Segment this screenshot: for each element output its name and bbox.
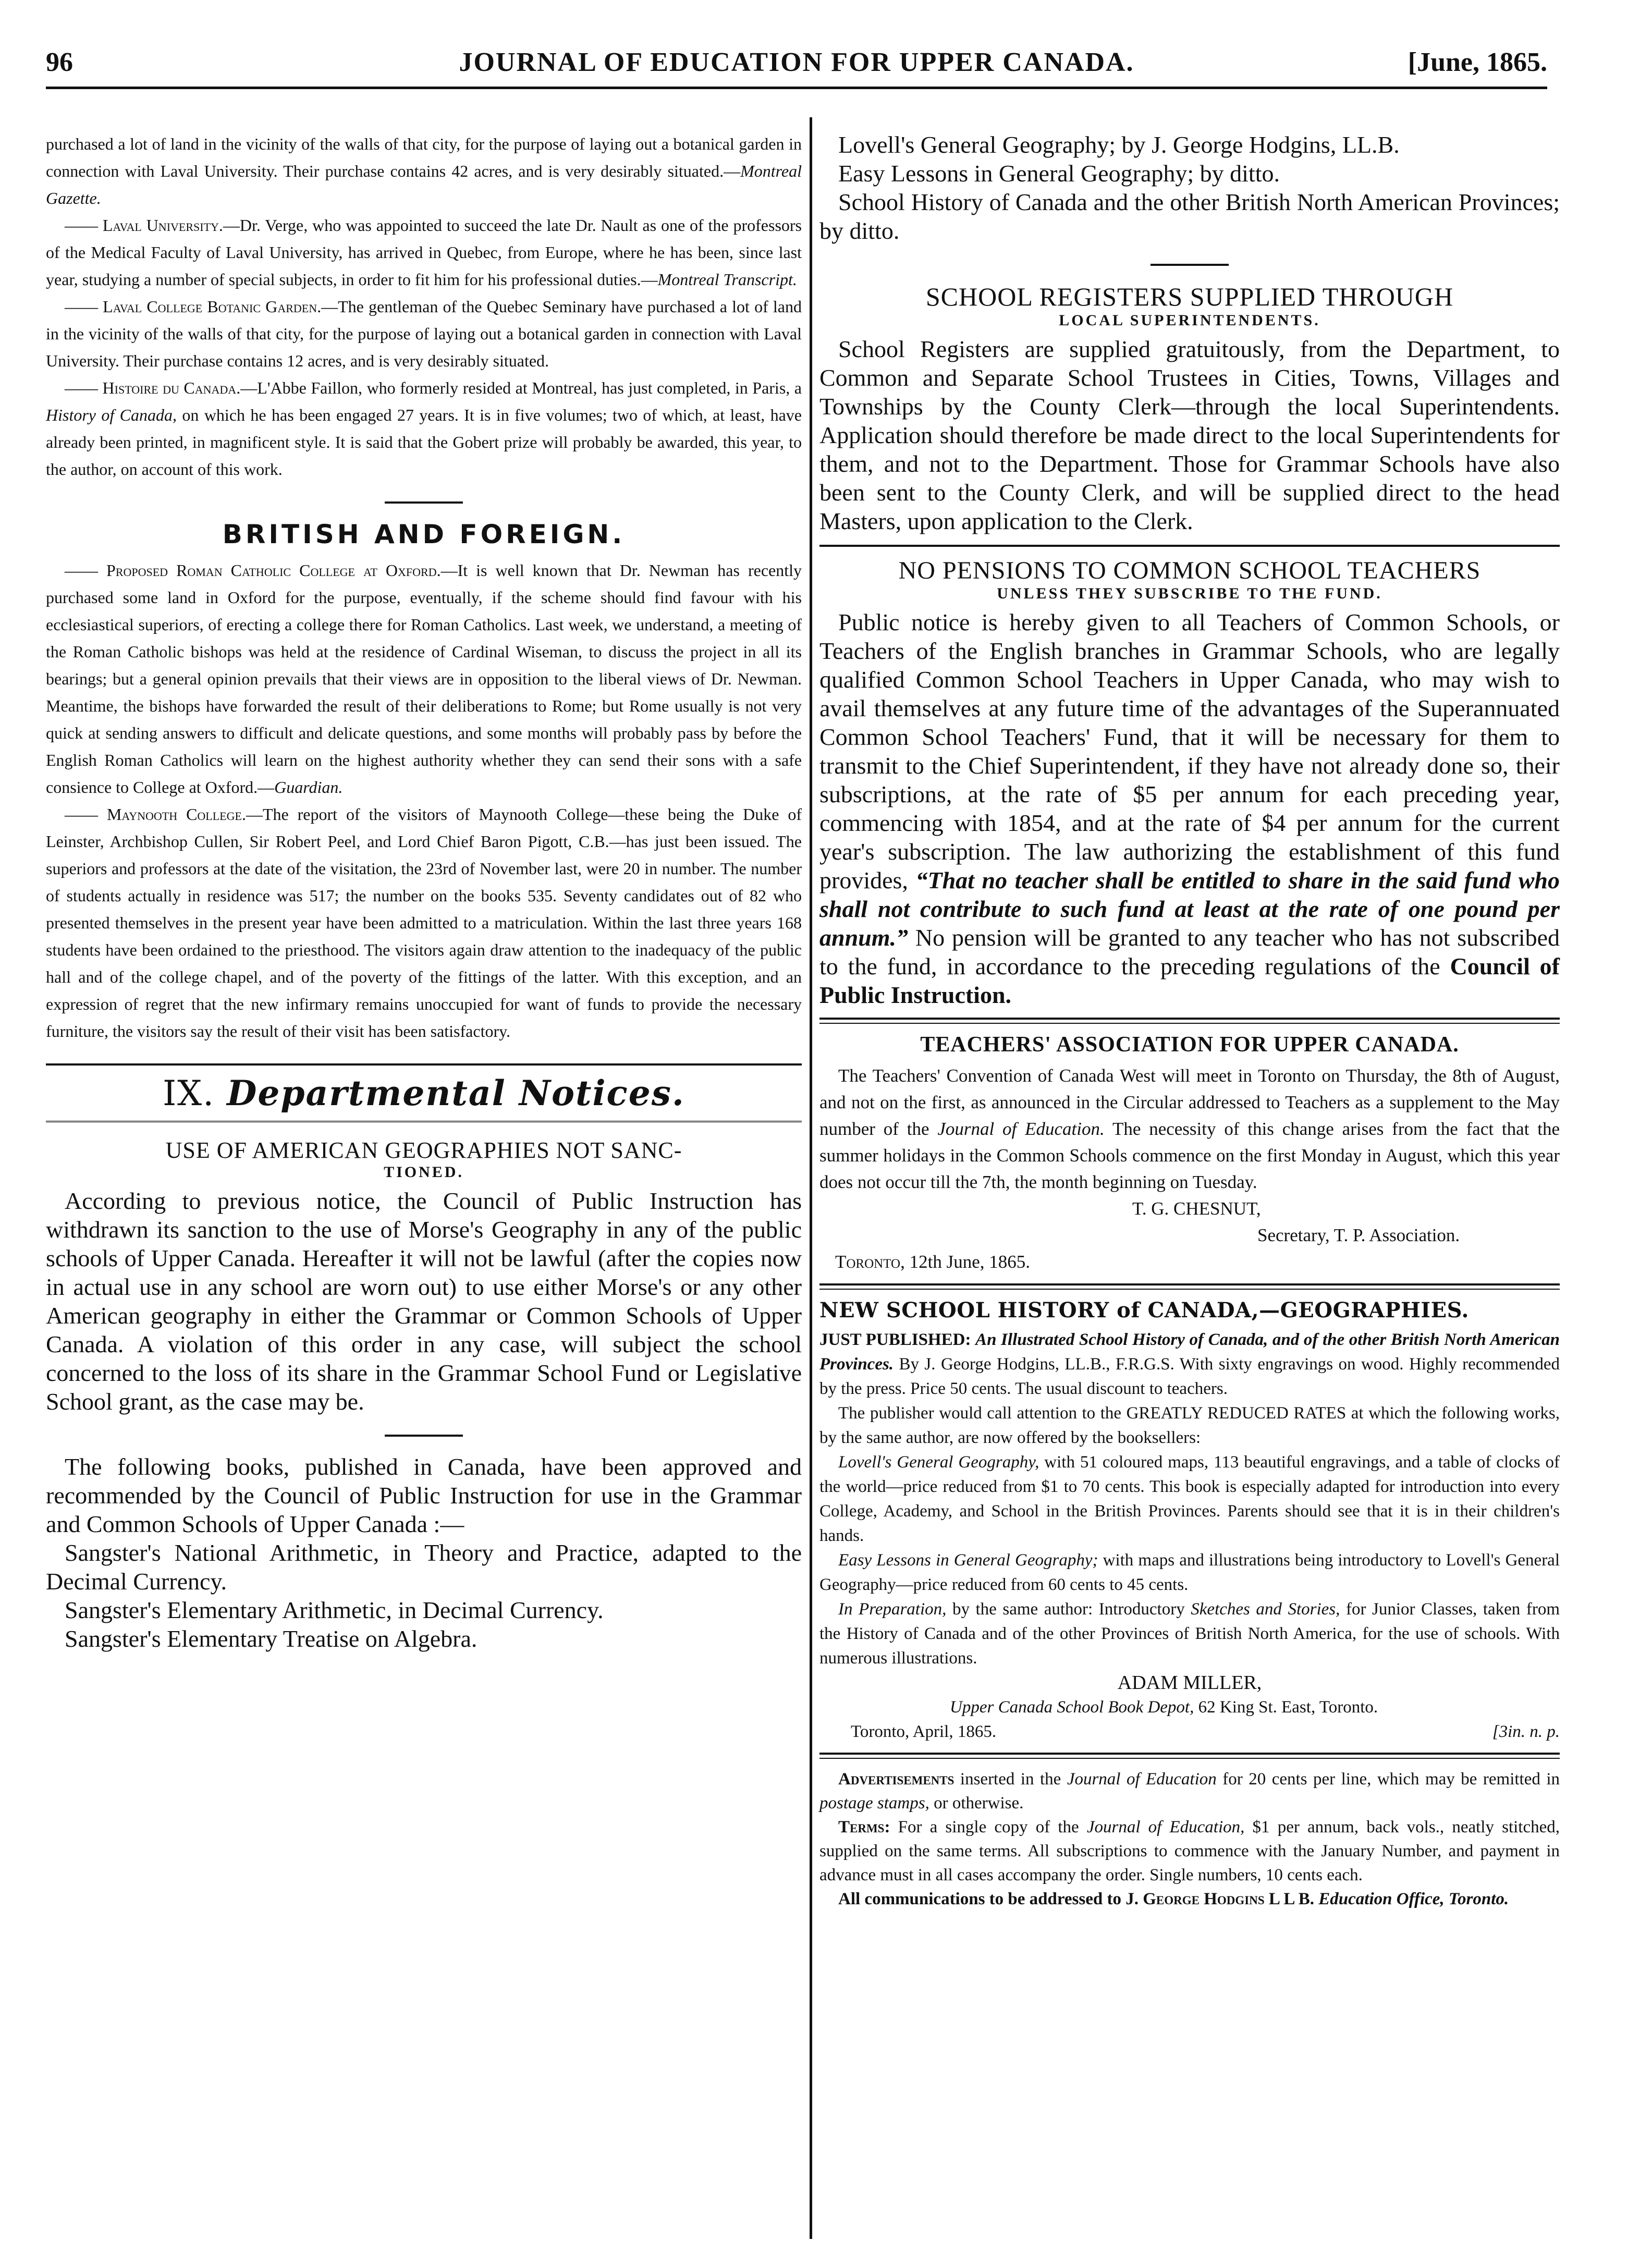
news-item: —— Laval University.—Dr. Verge, who was appointed to succeed the late Dr. Nault as one of the professors of the Medical Faculty of Laval University, has arrived in Quebec, from Europe, where he has been, since last year, studying a number of special subjects, in order to fit him for his professional duties.—Montreal Transcript. — [46, 216, 802, 289]
column-divider — [810, 117, 812, 2239]
notice-body: Public notice is hereby given to all Teachers of Common Schools, or Teachers of the English branches in Grammar Schools, who are legally qualified Common School Teachers in Upper Canada, who may wish to avail themselves at any future time of the advantages of the Superannuated Common School Teachers' Fund, that it will be necessary for them to transmit to the Chief Superintendent, if they have not already done so, their subscriptions, at the rate of $5 per annum for each preceding year, commencing with 1854, and at the rate of $4 per annum for the current year's subscription. The law authorizing the establishment of this fund provides, “That no teacher shall be entitled to share in the said fund who shall not contribute to such fund at least at the rate of one pound per annum.” No pension will be granted to any teacher who has not subscribed to the fund, in accordance to the preceding regulations of the Council of Public Instruction. — [819, 609, 1560, 1008]
book-item: Sangster's Elementary Treatise on Algebra. — [65, 1625, 478, 1652]
advert-body: Lovell's General Geography, with 51 coloured maps, 113 beautiful engravings, and a table of clocks of the world—price reduced from $1 to 70 cents. This book is especially adapted for introduction into every College, Academy, and School in the British Provinces. Parents should see that it is in their children's hands. — [819, 1453, 1560, 1545]
approved-books-cont — [819, 130, 1560, 245]
section-rule — [385, 1435, 463, 1437]
terms-body: Advertisements inserted in the Journal of Education for 20 cents per line, which may be remitted in postage stamps, or otherwise. — [819, 1770, 1560, 1813]
notice-body: According to previous notice, the Council of Public Instruction has withdrawn its sanction to the use of Morse's Geography in any of the public schools of Upper Canada. Hereafter it will not be lawful (after the copies now in actual use in any school are worn out) to use either Morse's or any other American geography in either the Grammar or Common Schools of Upper Canada. A violation of this order in any case, will subject the school concerned to the loss of its share in the Grammar School Fund or Legislative School grant, as the case may be. — [46, 1187, 802, 1415]
terms-notice — [819, 1767, 1560, 1911]
teachers-association-notice — [819, 1032, 1560, 1275]
notice-heading: NO PENSIONS TO COMMON SCHOOL TEACHERS — [898, 557, 1481, 584]
signature-title: Secretary, T. P. Association. — [1257, 1225, 1460, 1245]
notice-subheading: UNLESS THEY SUBSCRIBE TO THE FUND. — [997, 585, 1382, 602]
advert-body: The publisher would call attention to the GREATLY REDUCED RATES at which the following works, by the same author, are now offered by the booksellers: — [819, 1404, 1560, 1447]
news-item: —— Maynooth College.—The report of the visitors of Maynooth College—these being the Duke of Leinster, Archbishop Cullen, Sir Robert Peel, and Lord Chief Baron Pigott, C.B.—has just been issued. The superiors and professors at the date of the visitation, the 23rd of November last, were 20 in number. The number of students actually in residence was 517; the number on the books 535. Seventy candidates out of 82 who presented themselves in the present year have been admitted to a matriculation. Within the last three years 168 students have been ordained to the priesthood. The visitors again draw attention to the inadequacy of the public hall and of the college chapel, and of the poverty of the fittings of the latter. With this exception, and an expression of regret that the new infirmary remains unoccupied for want of funds to provide the necessary furniture, the visitors say the result of their visit has been satisfactory. — [46, 805, 802, 1040]
terms-body: Terms: For a single copy of the Journal of Education, $1 per annum, back vols., neatly stitched, supplied on the same terms. All subscriptions to commence with the January Number, and payment in advance must in all cases accompany the order. Single numbers, 10 cents each. — [819, 1818, 1560, 1884]
departmental-notices-banner — [46, 1063, 802, 1122]
notice-heading: TEACHERS' ASSOCIATION FOR UPPER CANADA. — [920, 1033, 1459, 1057]
journal-title: JOURNAL OF EDUCATION FOR UPPER CANADA. — [459, 47, 1134, 77]
geographies-notice — [46, 1137, 802, 1416]
book-item: Sangster's Elementary Arithmetic, in Decimal Currency. — [65, 1597, 604, 1623]
advert-address: Upper Canada School Book Depot, 62 King St. East, Toronto. — [950, 1698, 1378, 1717]
signature-name: T. G. CHESNUT, — [1132, 1198, 1261, 1219]
book-item: Sangster's National Arithmetic, in Theory and Practice, adapted to the Decimal Currency. — [46, 1539, 802, 1595]
news-item: —— Laval College Botanic Garden.—The gentleman of the Quebec Seminary have purchased a lot of land in the vicinity of the walls of that city, for the purpose of laying out a botanical garden in connection with Laval University. Their purchase contains 12 acres, and is very desirably situated. — [46, 297, 802, 370]
books-intro: The following books, published in Canada, have been approved and recommended by the Council of Public Instruction for use in the Grammar and Common Schools of Upper Canada :— — [46, 1453, 802, 1537]
section-rule — [819, 1753, 1560, 1759]
advert-heading: NEW SCHOOL HISTORY of CANADA,—GEOGRAPHIES. — [819, 1298, 1469, 1323]
notice-subheading: LOCAL SUPERINTENDENTS. — [1059, 312, 1320, 329]
terms-body: All communications to be addressed to J. George Hodgins L L B. Education Office, Toronto. — [838, 1890, 1509, 1908]
section-rule — [819, 1283, 1560, 1290]
book-item: School History of Canada and the other British North American Provinces; by ditto. — [819, 189, 1560, 244]
school-registers-notice — [819, 281, 1560, 535]
issue-date: [June, 1865. — [1408, 47, 1547, 77]
notice-body: The Teachers' Convention of Canada West will meet in Toronto on Thursday, the 8th of August, and not on the first, as announced in the Circular addressed to Teachers as a supplement to the May number of the Journal of Education. The necessity of this change arises from the fact that the summer holidays in the Common Schools commence on the first Monday in August, which this year does not occur till the 7th, the month beginning on Tuesday. — [819, 1066, 1560, 1192]
section-rule — [1151, 264, 1229, 266]
section-rule — [385, 501, 463, 504]
notice-heading: SCHOOL REGISTERS SUPPLIED THROUGH — [925, 282, 1454, 311]
school-history-advert — [819, 1298, 1560, 1744]
news-item: purchased a lot of land in the vicinity of the walls of that city, for the purpose of laying out a botanical garden in connection with Laval University. Their purchase contains 42 acres, and is very desirably situated.—Montreal Gazette. — [46, 134, 802, 207]
advert-body: Easy Lessons in General Geography; with maps and illustrations being introductory to Lovell's General Geography—price reduced from 60 cents to 45 cents. — [819, 1551, 1560, 1594]
news-item: —— Histoire du Canada.—L'Abbe Faillon, who formerly resided at Montreal, has just completed, in Paris, a History of Canada, on which he has been engaged 27 years. It is in five volumes; two of which, at least, have already been printed, in magnificent style. It is said that the Gobert prize will probably be awarded, this year, to the author, on account of this work. — [46, 378, 802, 479]
book-item: Easy Lessons in General Geography; by ditto. — [838, 160, 1280, 187]
book-item: Lovell's General Geography; by J. George Hodgins, LL.B. — [838, 131, 1400, 158]
left-column — [46, 130, 802, 1653]
news-items — [46, 130, 802, 483]
advert-signature: ADAM MILLER, — [1117, 1672, 1262, 1694]
british-foreign-heading: BRITISH AND FOREIGN. — [222, 519, 626, 549]
dateline: Toronto, 12th June, 1865. — [835, 1252, 1030, 1272]
section-rule — [819, 545, 1560, 547]
notice-heading-cont: TIONED. — [384, 1164, 464, 1181]
pensions-notice — [819, 556, 1560, 1009]
advert-dateline: Toronto, April, 1865. [3in. n. p. — [851, 1722, 1560, 1741]
news-item: —— Proposed Roman Catholic College at Oxford.—It is well known that Dr. Newman has recently purchased some land in Oxford for the purpose, eventually, if the scheme should find favour with his ecclesiastical superiors, of erecting a college there for Roman Catholics. Last week, we understand, a meeting of the Roman Catholic bishops was held at the residence of Cardinal Wiseman, to discuss the project in all its bearings; but a general opinion prevails that their views are in opposition to the liberal views of Dr. Newman. Meantime, the bishops have forwarded the result of their deliberations to Rome; but Rome usually is not very quick at sending answers to difficult and delicate questions, and some months will probably pass by before the English Roman Catholics will learn on the highest authority whether they can send their sons with a safe consience to College at Oxford.—Guardian. — [46, 561, 802, 797]
section-number: IX. — [163, 1073, 215, 1113]
header-rule — [46, 87, 1547, 89]
right-column — [819, 130, 1560, 1911]
foreign-items — [46, 557, 802, 1045]
advert-body: In Preparation, by the same author: Introductory Sketches and Stories, for Junior Classes, taken from the History of Canada and of the other Provinces of British North America, for the use of schools. With numerous illustrations. — [819, 1600, 1560, 1668]
departmental-notices-title: Departmental Notices. — [227, 1073, 685, 1113]
notice-body: School Registers are supplied gratuitously, from the Department, to Common and Separate School Trustees in Cities, Towns, Villages and Townships by the County Clerk—through the local Superintendents. Application should therefore be made direct to the local Superintendents for them, and not to the Department. Those for Grammar Schools have also been sent to the County Clerk, and will be supplied direct to the head Masters, upon application to the Clerk. — [819, 336, 1560, 534]
section-rule — [819, 1018, 1560, 1024]
notice-heading: USE OF AMERICAN GEOGRAPHIES NOT SANC- — [165, 1137, 682, 1163]
advert-body: JUST PUBLISHED: An Illustrated School History of Canada, and of the other British North American Provinces. By J. George Hodgins, LL.B., F.R.G.S. With sixty engravings on wood. Highly recommended by the press. Price 50 cents. The usual discount to teachers. — [819, 1330, 1560, 1398]
approved-books — [46, 1452, 802, 1653]
page-number: 96 — [46, 47, 73, 77]
